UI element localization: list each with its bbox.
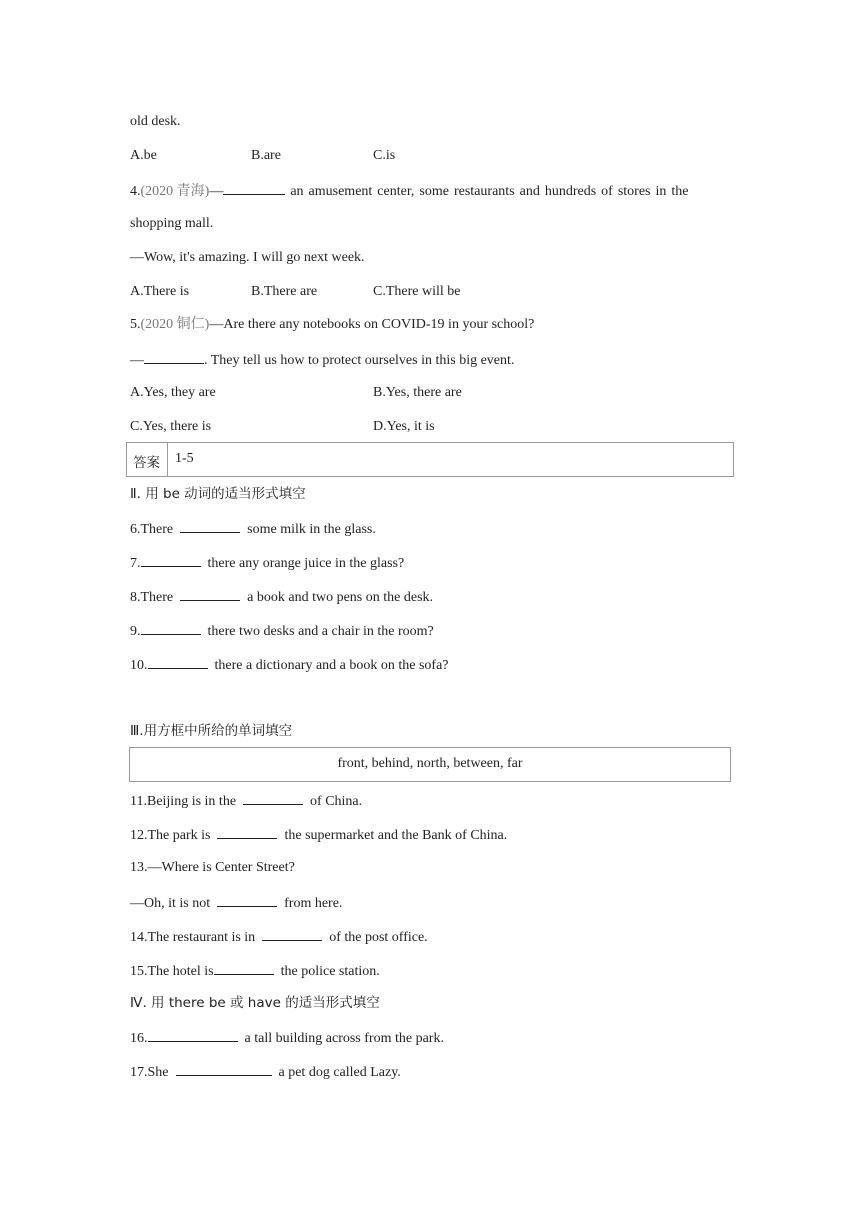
question-13: 13.—Where is Center Street?: [130, 860, 295, 875]
q11-blank[interactable]: [243, 791, 303, 805]
question-12: 12.The park is the supermarket and the Bank of China.: [130, 825, 507, 845]
question-7: 7. there any orange juice in the glass?: [130, 553, 404, 573]
q5-source: (2020 铜仁): [140, 317, 210, 332]
q4-number: 4.: [130, 184, 141, 199]
question-10: 10. there a dictionary and a book on the sofa?: [130, 655, 449, 675]
answer-label: 答案: [133, 455, 160, 471]
answer-table: [126, 442, 734, 477]
question-4: [130, 181, 730, 201]
question-8: 8.There a book and two pens on the desk.: [130, 587, 433, 607]
q13-blank[interactable]: [217, 893, 277, 907]
q6-blank[interactable]: [180, 519, 240, 533]
question-9: 9. there two desks and a chair in the room?: [130, 621, 434, 641]
q5-option-b: B.Yes, there are: [373, 385, 462, 400]
continued-text: old desk.: [130, 114, 181, 129]
q7-blank[interactable]: [141, 553, 201, 567]
q8-blank[interactable]: [180, 587, 240, 601]
q4-text: an amusement center, some restaurants and hundreds of stores in the: [285, 184, 689, 199]
q5-number: 5.: [130, 317, 141, 332]
q3-option-b: B.are: [251, 148, 281, 163]
q4-option-b: B.There are: [251, 284, 318, 299]
q14-blank[interactable]: [262, 927, 322, 941]
q4-option-a: A.There is: [130, 284, 190, 299]
question-6: 6.There some milk in the glass.: [130, 519, 376, 539]
q5-reply-text: . They tell us how to protect ourselves in this big event.: [204, 353, 515, 368]
question-4-reply: —Wow, it's amazing. I will go next week.: [130, 250, 365, 265]
q4-dash: —: [209, 184, 224, 199]
question-14: 14.The restaurant is in of the post office.: [130, 927, 428, 947]
question-15: 15.The hotel is the police station.: [130, 961, 380, 981]
q3-option-c: C.is: [373, 148, 396, 163]
question-5: [130, 316, 534, 334]
q17-blank[interactable]: [176, 1062, 272, 1076]
section-2-heading: Ⅱ. 用 be 动词的适当形式填空: [130, 486, 306, 502]
question-13-reply: —Oh, it is not from here.: [130, 893, 342, 913]
answer-divider: [167, 443, 168, 476]
question-16: 16. a tall building across from the park.: [130, 1028, 444, 1048]
q9-blank[interactable]: [141, 621, 201, 635]
q4-option-c: C.There will be: [373, 284, 461, 299]
q5-blank[interactable]: [144, 350, 204, 364]
answer-range: 1-5: [175, 451, 194, 466]
word-box-words: front, behind, north, between, far: [337, 756, 523, 771]
q5-option-c: C.Yes, there is: [130, 419, 212, 434]
question-5-reply: [130, 350, 514, 370]
q16-blank[interactable]: [148, 1028, 238, 1042]
q5-dash: —: [130, 353, 144, 368]
q4-source: (2020 青海): [140, 184, 210, 199]
section-3-heading: Ⅲ.用方框中所给的单词填空: [130, 723, 293, 739]
q5-option-a: A.Yes, they are: [130, 385, 216, 400]
q10-blank[interactable]: [148, 655, 208, 669]
q4-blank[interactable]: [223, 181, 285, 195]
q15-blank[interactable]: [214, 961, 274, 975]
q12-blank[interactable]: [217, 825, 277, 839]
word-box: [129, 747, 731, 782]
section-4-heading: Ⅳ. 用 there be 或 have 的适当形式填空: [130, 995, 380, 1011]
q5-text: —Are there any notebooks on COVID-19 in your school?: [209, 317, 535, 332]
question-11: 11.Beijing is in the of China.: [130, 791, 362, 811]
question-4-cont: shopping mall.: [130, 216, 214, 231]
q5-option-d: D.Yes, it is: [373, 419, 435, 434]
q3-option-a: A.be: [130, 148, 157, 163]
question-17: 17.She a pet dog called Lazy.: [130, 1062, 401, 1082]
